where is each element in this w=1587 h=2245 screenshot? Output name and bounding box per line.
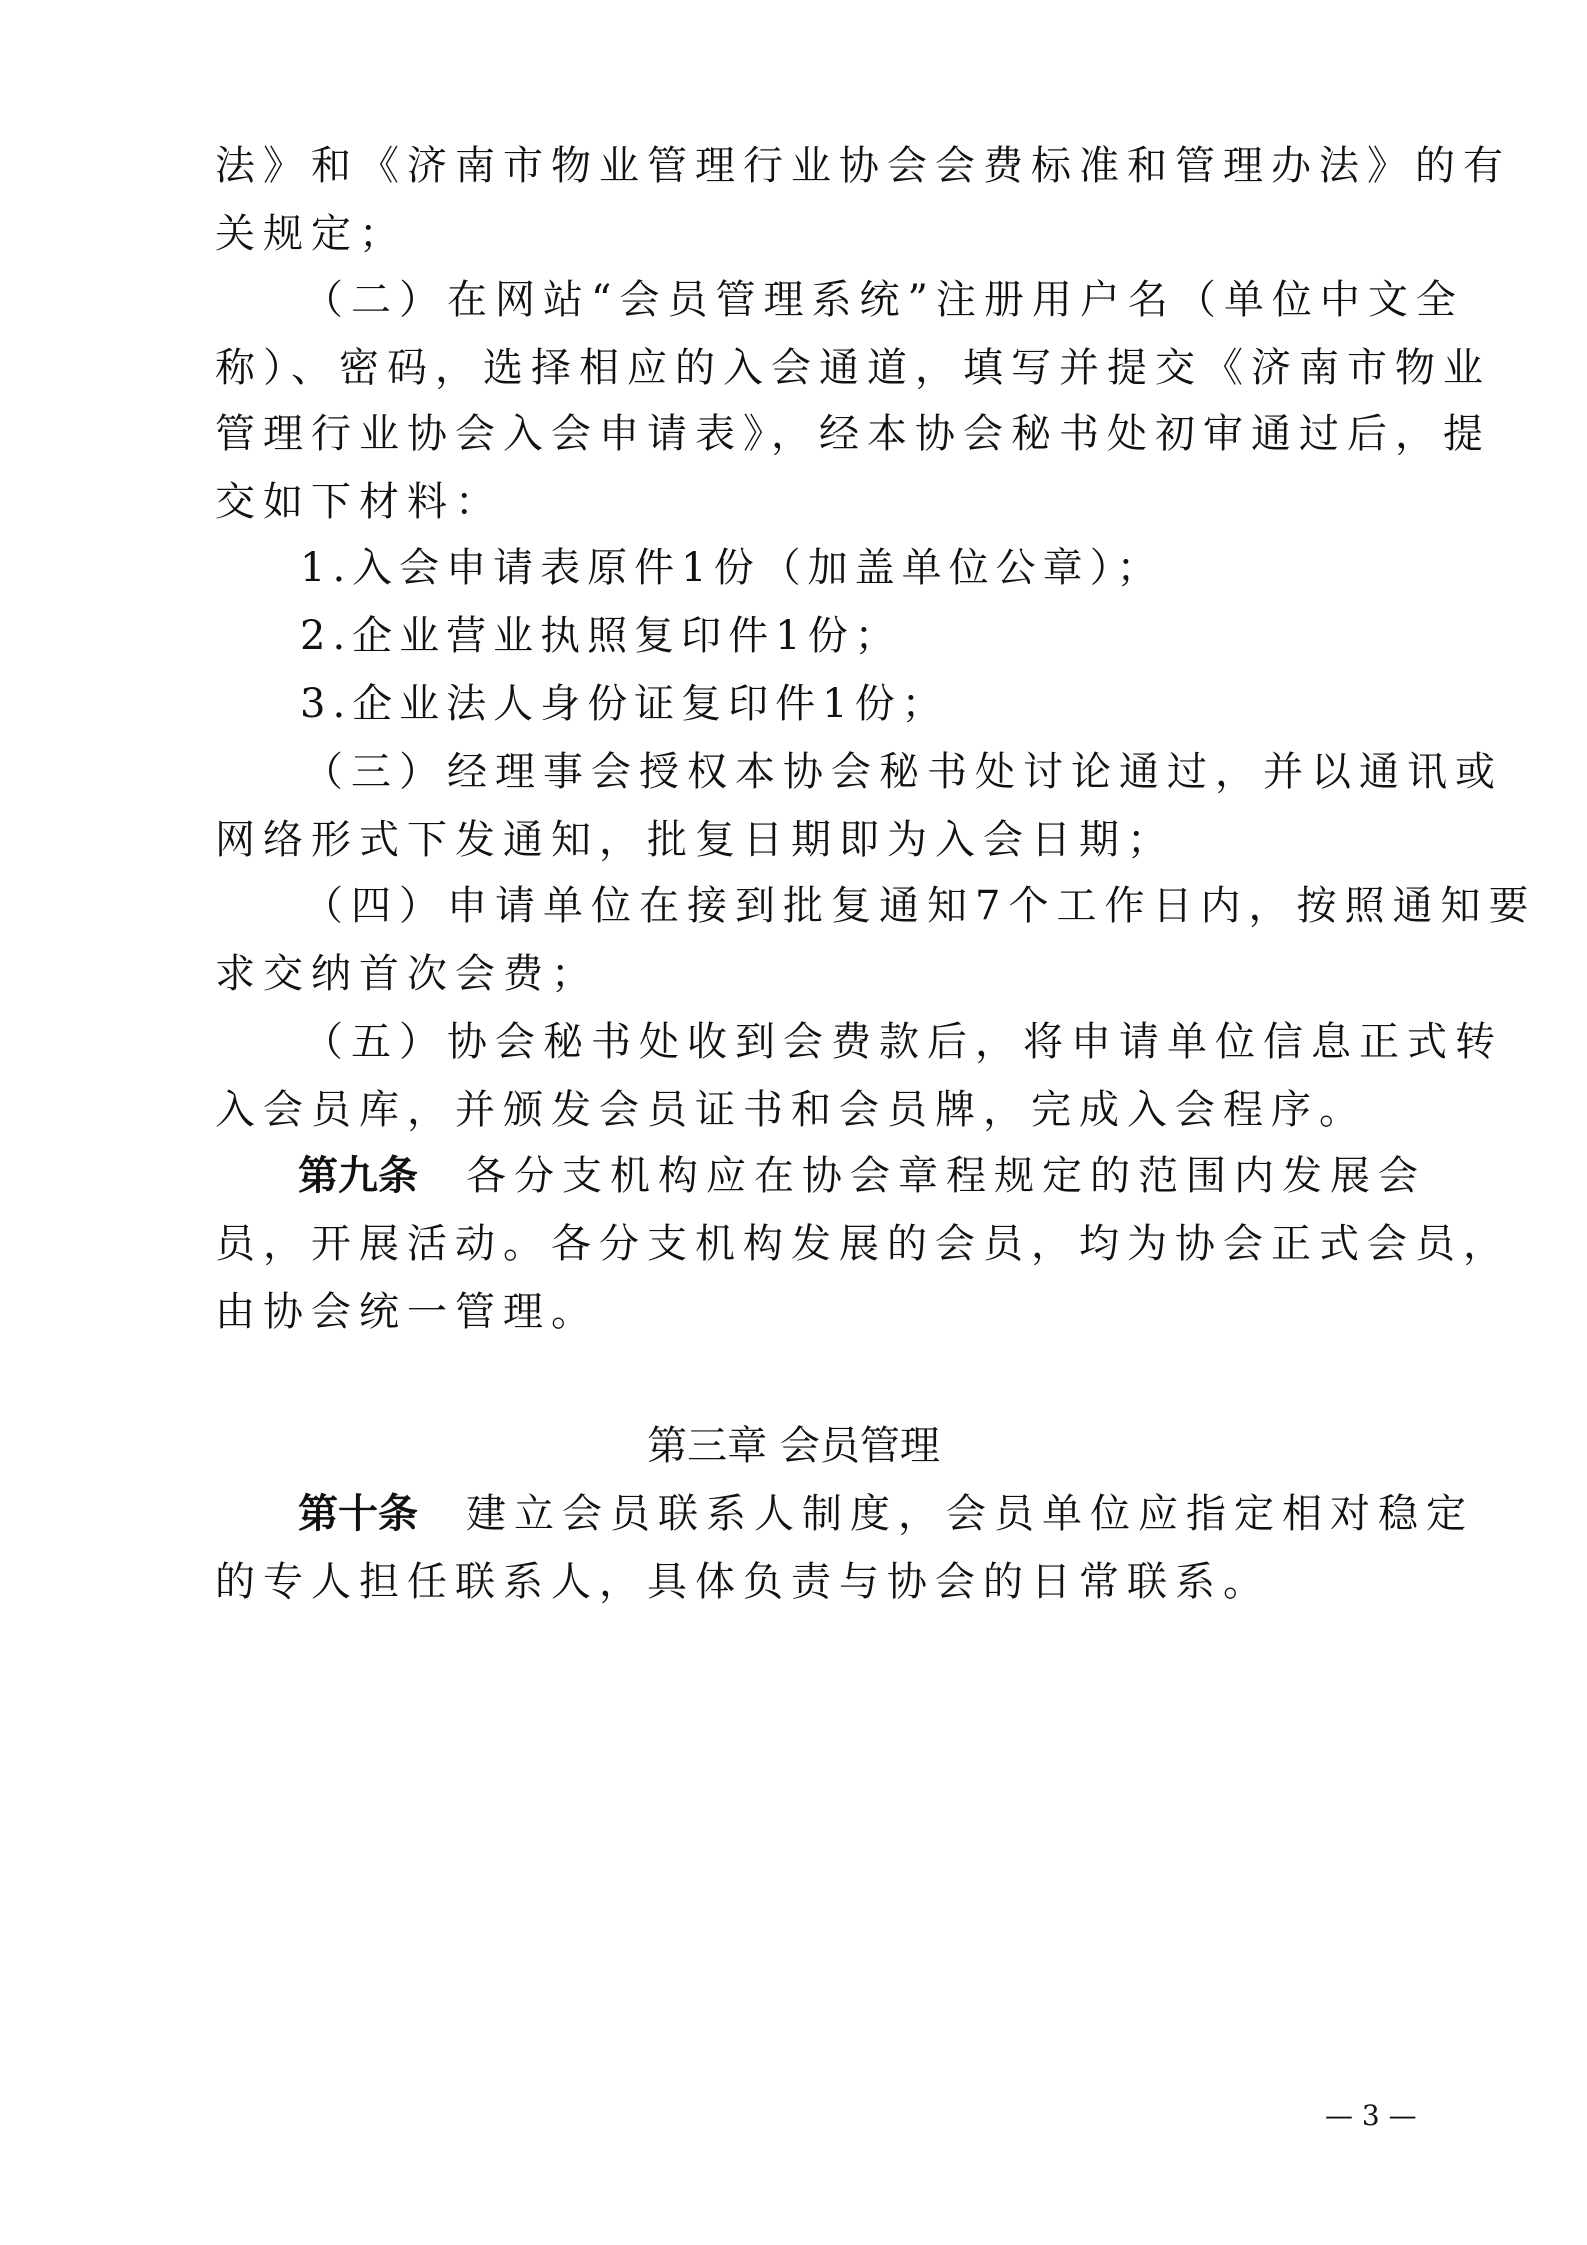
text-line: 求交纳首次会费； <box>215 951 599 997</box>
list-item: 1.入会申请表原件1份（加盖单位公章）； <box>300 545 1164 591</box>
text-line: 的专人担任联系人，具体负责与协会的日常联系。 <box>215 1559 1271 1605</box>
text-line: 关规定； <box>215 211 407 257</box>
text-line: 法》和《济南市物业管理行业协会会费标准和管理办法》的有 <box>215 143 1511 189</box>
text-line: 入会员库，并颁发会员证书和会员牌，完成入会程序。 <box>215 1087 1367 1133</box>
chapter-heading: 第三章 会员管理 <box>647 1423 940 1469</box>
text-line: （四）申请单位在接到批复通知7个工作日内，按照通知要 <box>303 883 1537 929</box>
text-line: 网络形式下发通知，批复日期即为入会日期； <box>215 817 1175 863</box>
text-line: 管理行业协会入会申请表》，经本协会秘书处初审通过后，提 <box>215 411 1491 457</box>
text-line: 员，开展活动。各分支机构发展的会员，均为协会正式会员， <box>215 1221 1511 1267</box>
article-text: 建立会员联系人制度，会员单位应指定相对稳定 <box>466 1491 1474 1537</box>
article-label: 第十条 <box>298 1491 418 1537</box>
article-label: 第九条 <box>298 1153 418 1199</box>
text-line: 交如下材料： <box>215 479 503 525</box>
page-number: — 3 — <box>1325 2099 1417 2132</box>
article-line <box>298 1148 1587 1204</box>
text-line: （三）经理事会授权本协会秘书处讨论通过，并以通讯或 <box>303 749 1503 795</box>
text-line: 称）、密码，选择相应的入会通道，填写并提交《济南市物业 <box>215 345 1491 391</box>
text-line: （二）在网站“会员管理系统”注册用户名（单位中文全 <box>303 277 1464 323</box>
article-line <box>298 1486 1587 1542</box>
list-item: 3.企业法人身份证复印件1份； <box>300 681 949 727</box>
article-text: 各分支机构应在协会章程规定的范围内发展会 <box>466 1153 1426 1199</box>
list-item: 2.企业营业执照复印件1份； <box>300 613 902 659</box>
text-line: （五）协会秘书处收到会费款后，将申请单位信息正式转 <box>303 1019 1503 1065</box>
text-line: 由协会统一管理。 <box>215 1289 599 1335</box>
